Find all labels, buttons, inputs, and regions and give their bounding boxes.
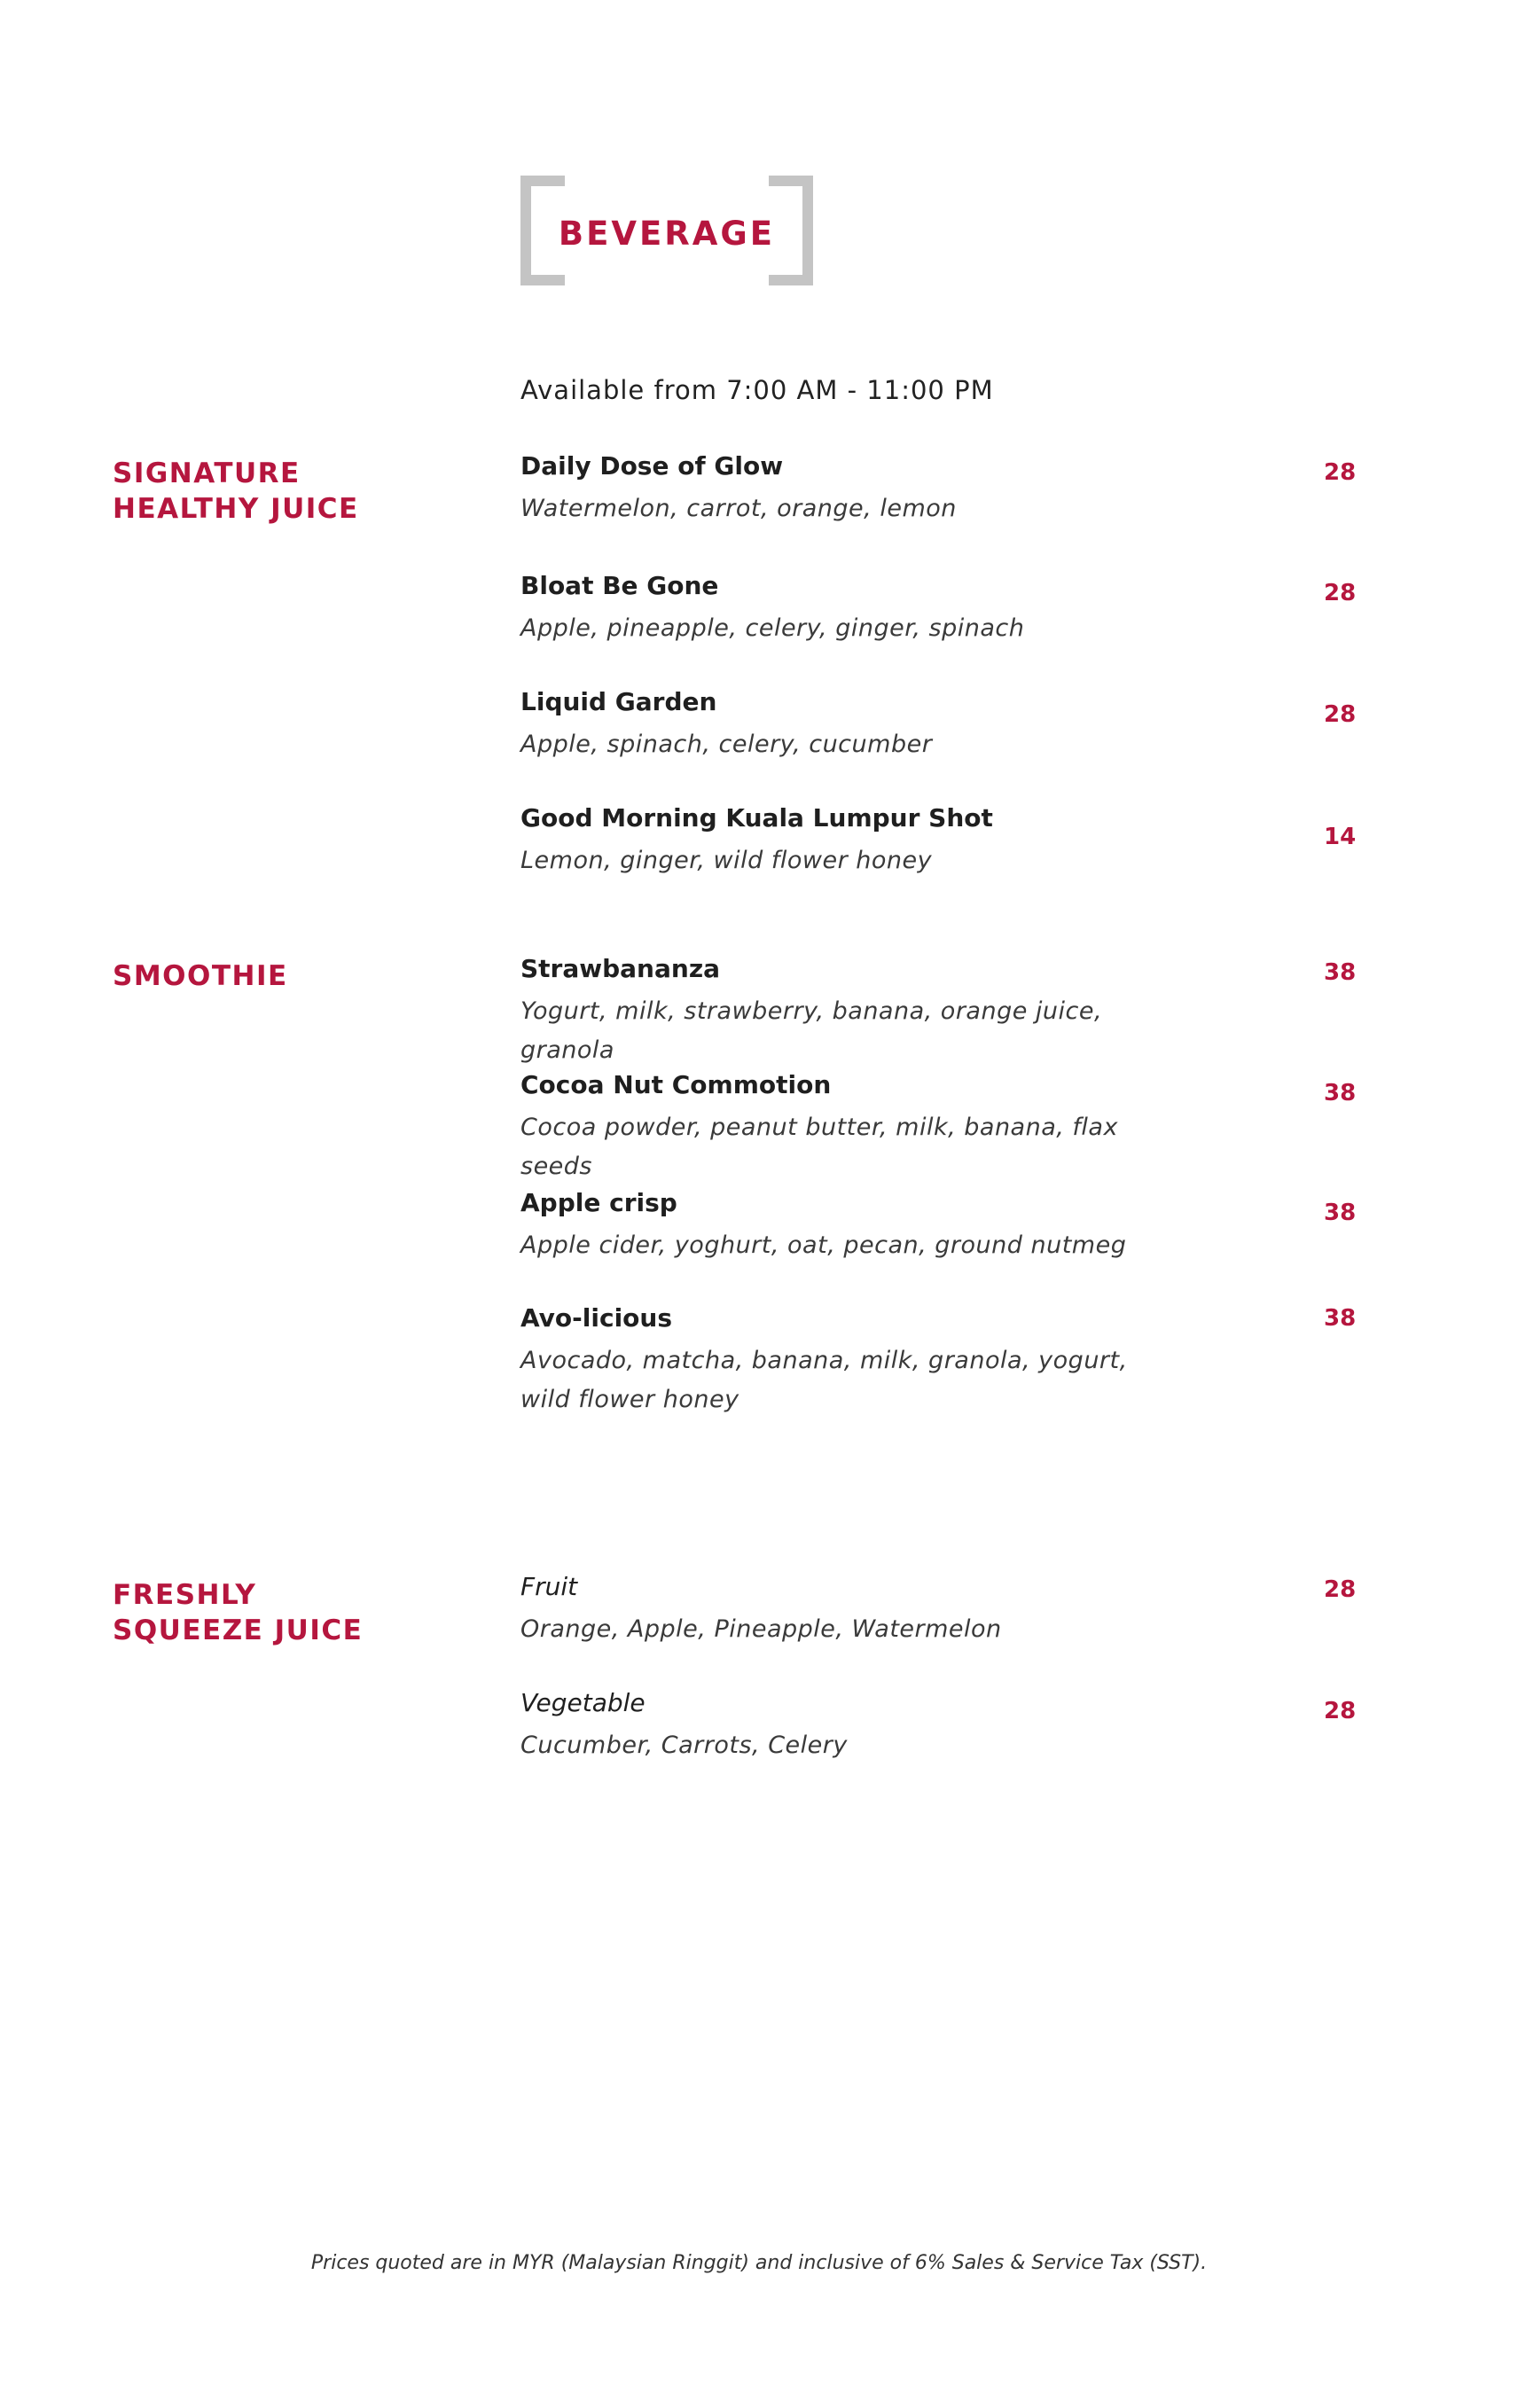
item-name: Daily Dose of Glow <box>520 451 784 481</box>
item-description-line: wild flower honey <box>520 1386 739 1413</box>
item-price: 28 <box>1324 580 1357 606</box>
item-description: Apple cider, yoghurt, oat, pecan, ground nutmeg <box>520 1231 1127 1259</box>
item-name: Avo-licious <box>520 1303 673 1333</box>
item-description: Lemon, ginger, wild flower honey <box>520 847 933 874</box>
item-price: 28 <box>1324 1698 1357 1724</box>
item-price: 38 <box>1324 1305 1357 1332</box>
menu-item-liquid-garden <box>520 686 1407 764</box>
menu-item-daily-dose-of-glow <box>520 450 1407 528</box>
item-price: 38 <box>1324 1200 1357 1226</box>
section-title-line: SMOOTHIE <box>113 960 288 992</box>
item-price: 28 <box>1324 701 1357 728</box>
item-price: 28 <box>1324 459 1357 486</box>
item-price: 38 <box>1324 959 1357 986</box>
item-description: Yogurt, milk, strawberry, banana, orange juice, granola <box>520 997 1103 1064</box>
item-description: Watermelon, carrot, orange, lemon <box>520 495 957 522</box>
item-description: Apple, spinach, celery, cucumber <box>520 731 933 758</box>
item-name: Liquid Garden <box>520 687 717 716</box>
section-title-smoothie <box>113 958 467 994</box>
menu-item-vegetable <box>520 1687 1407 1765</box>
item-price: 38 <box>1324 1080 1357 1106</box>
item-name: Bloat Be Gone <box>520 571 719 600</box>
item-description-line: Avocado, matcha, banana, milk, granola, yogurt, <box>520 1347 1128 1374</box>
item-description: Orange, Apple, Pineapple, Watermelon <box>520 1615 1002 1643</box>
item-description <box>520 1341 1194 1419</box>
item-description: Cucumber, Carrots, Celery <box>520 1732 848 1759</box>
item-name: Cocoa Nut Commotion <box>520 1070 832 1099</box>
section-title-line: FRESHLY <box>113 1579 257 1611</box>
item-description: Apple, pineapple, celery, ginger, spinach <box>520 614 1025 642</box>
item-name: Vegetable <box>520 1688 646 1717</box>
section-title-freshly-squeeze-juice <box>113 1577 467 1648</box>
page-title: BEVERAGE <box>558 215 776 253</box>
section-title-line: SQUEEZE JUICE <box>113 1614 364 1646</box>
item-name: Fruit <box>520 1572 578 1601</box>
menu-item-bloat-be-gone <box>520 570 1407 648</box>
item-price: 14 <box>1324 824 1357 850</box>
item-price: 28 <box>1324 1576 1357 1603</box>
item-name: Strawbananza <box>520 954 721 983</box>
menu-item-cocoa-nut-commotion <box>520 1069 1407 1186</box>
item-description: Cocoa powder, peanut butter, milk, banana, flax seeds <box>520 1114 1118 1180</box>
availability-hours: Available from 7:00 AM - 11:00 PM <box>520 375 994 405</box>
item-name: Good Morning Kuala Lumpur Shot <box>520 803 993 833</box>
menu-item-good-morning-kl-shot <box>520 802 1407 880</box>
menu-item-strawbananza <box>520 953 1407 1070</box>
menu-header <box>520 176 813 285</box>
item-name: Apple crisp <box>520 1188 677 1217</box>
price-disclaimer: Prices quoted are in MYR (Malaysian Ringgit) and inclusive of 6% Sales & Service Tax (SST). <box>310 2252 1208 2274</box>
section-title-line: HEALTHY JUICE <box>113 493 359 525</box>
menu-item-avo-licious <box>520 1302 1407 1419</box>
menu-item-apple-crisp <box>520 1187 1407 1265</box>
section-title-signature-healthy-juice <box>113 456 467 527</box>
menu-item-fruit <box>520 1571 1407 1649</box>
section-title-line: SIGNATURE <box>113 457 301 489</box>
